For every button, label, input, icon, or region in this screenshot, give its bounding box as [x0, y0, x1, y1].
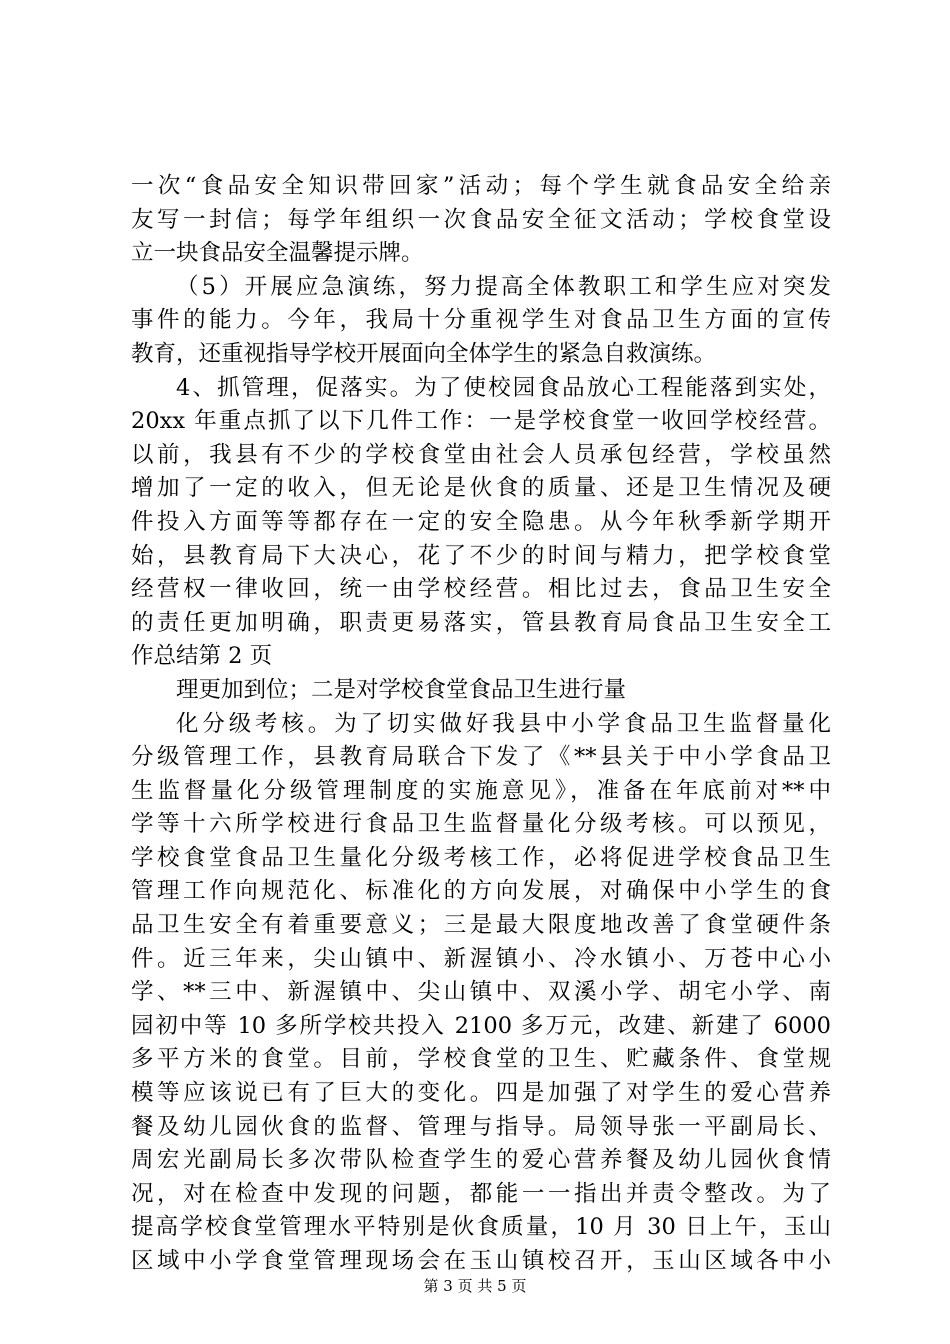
text-line: 一次“食品安全知识带回家”活动；每个学生就食品安全给亲 — [131, 173, 831, 199]
text-line: 况，对在检查中发现的问题，都能一一指出并责令整改。为了 — [131, 1180, 831, 1207]
text-line: 学、**三中、新渥镇中、尖山镇中、双溪小学、胡宅小学、南 — [131, 979, 831, 1006]
text-line: 4、抓管理，促落实。为了使校园食品放心工程能落到实处， — [176, 374, 831, 401]
text-line: 提高学校食堂管理水平特别是伙食质量，10 月 30 日上午，玉山 — [131, 1214, 831, 1241]
page-footer — [0, 1276, 950, 1296]
text-line: 事件的能力。今年，我局十分重视学生对食品卫生方面的宣传 — [131, 307, 831, 334]
text-line: 友写一封信；每学年组织一次食品安全征文活动；学校食堂设 — [131, 206, 831, 233]
text-line: 管理工作向规范化、标准化的方向发展，对确保中小学生的食 — [131, 878, 831, 905]
text-line: 模等应该说已有了巨大的变化。四是加强了对学生的爱心营养 — [131, 1080, 831, 1107]
text-line: 周宏光副局长多次带队检查学生的爱心营养餐及幼儿园伙食情 — [131, 1147, 831, 1174]
text-line: 分级管理工作，县教育局联合下发了《**县关于中小学食品卫 — [131, 744, 831, 771]
text-line: 品卫生安全有着重要意义；三是最大限度地改善了食堂硬件条 — [131, 912, 831, 939]
page-number: 第 3 页 共 5 页 — [423, 1277, 527, 1295]
text-line: 立一块食品安全温馨提示牌。 — [131, 240, 424, 267]
document-body — [131, 170, 831, 1279]
text-line: 学校食堂食品卫生量化分级考核工作，必将促进学校食品卫生 — [131, 844, 831, 871]
text-line: 多平方米的食堂。目前，学校食堂的卫生、贮藏条件、食堂规 — [131, 1046, 831, 1073]
text-line: 区域中小学食堂管理现场会在玉山镇校召开，玉山区域各中小 — [131, 1248, 831, 1274]
text-line: 20xx 年重点抓了以下几件工作：一是学校食堂一收回学校经营。 — [131, 408, 831, 435]
text-line: 的责任更加明确，职责更易落实，管县教育局食品卫生安全工 — [131, 609, 831, 636]
text-line: 件。近三年来，尖山镇中、新渥镇小、冷水镇小、万苍中心小 — [131, 945, 831, 972]
text-line: （5）开展应急演练，努力提高全体教职工和学生应对突发 — [176, 273, 831, 300]
text-line: 作总结第 2 页 — [131, 643, 273, 670]
text-line: 学等十六所学校进行食品卫生监督量化分级考核。可以预见， — [131, 811, 831, 838]
text-line: 理更加到位；二是对学校食堂食品卫生进行量 — [176, 676, 627, 703]
text-line: 生监督量化分级管理制度的实施意见》，准备在年底前对**中 — [131, 777, 831, 804]
text-line: 教育，还重视指导学校开展面向全体学生的紧急自救演练。 — [131, 340, 717, 367]
text-line: 经营权一律收回，统一由学校经营。相比过去，食品卫生安全 — [131, 576, 831, 603]
text-line: 以前，我县有不少的学校食堂由社会人员承包经营，学校虽然 — [131, 441, 831, 468]
text-line: 始，县教育局下大决心，花了不少的时间与精力，把学校食堂 — [131, 542, 831, 569]
text-line: 餐及幼儿园伙食的监督、管理与指导。局领导张一平副局长、 — [131, 1113, 831, 1140]
text-line: 化分级考核。为了切实做好我县中小学食品卫生监督量化 — [176, 710, 831, 737]
text-line: 件投入方面等等都存在一定的安全隐患。从今年秋季新学期开 — [131, 508, 831, 535]
text-line: 增加了一定的收入，但无论是伙食的质量、还是卫生情况及硬 — [131, 475, 831, 502]
text-line: 园初中等 10 多所学校共投入 2100 多万元，改建、新建了 6000 — [131, 1012, 831, 1039]
